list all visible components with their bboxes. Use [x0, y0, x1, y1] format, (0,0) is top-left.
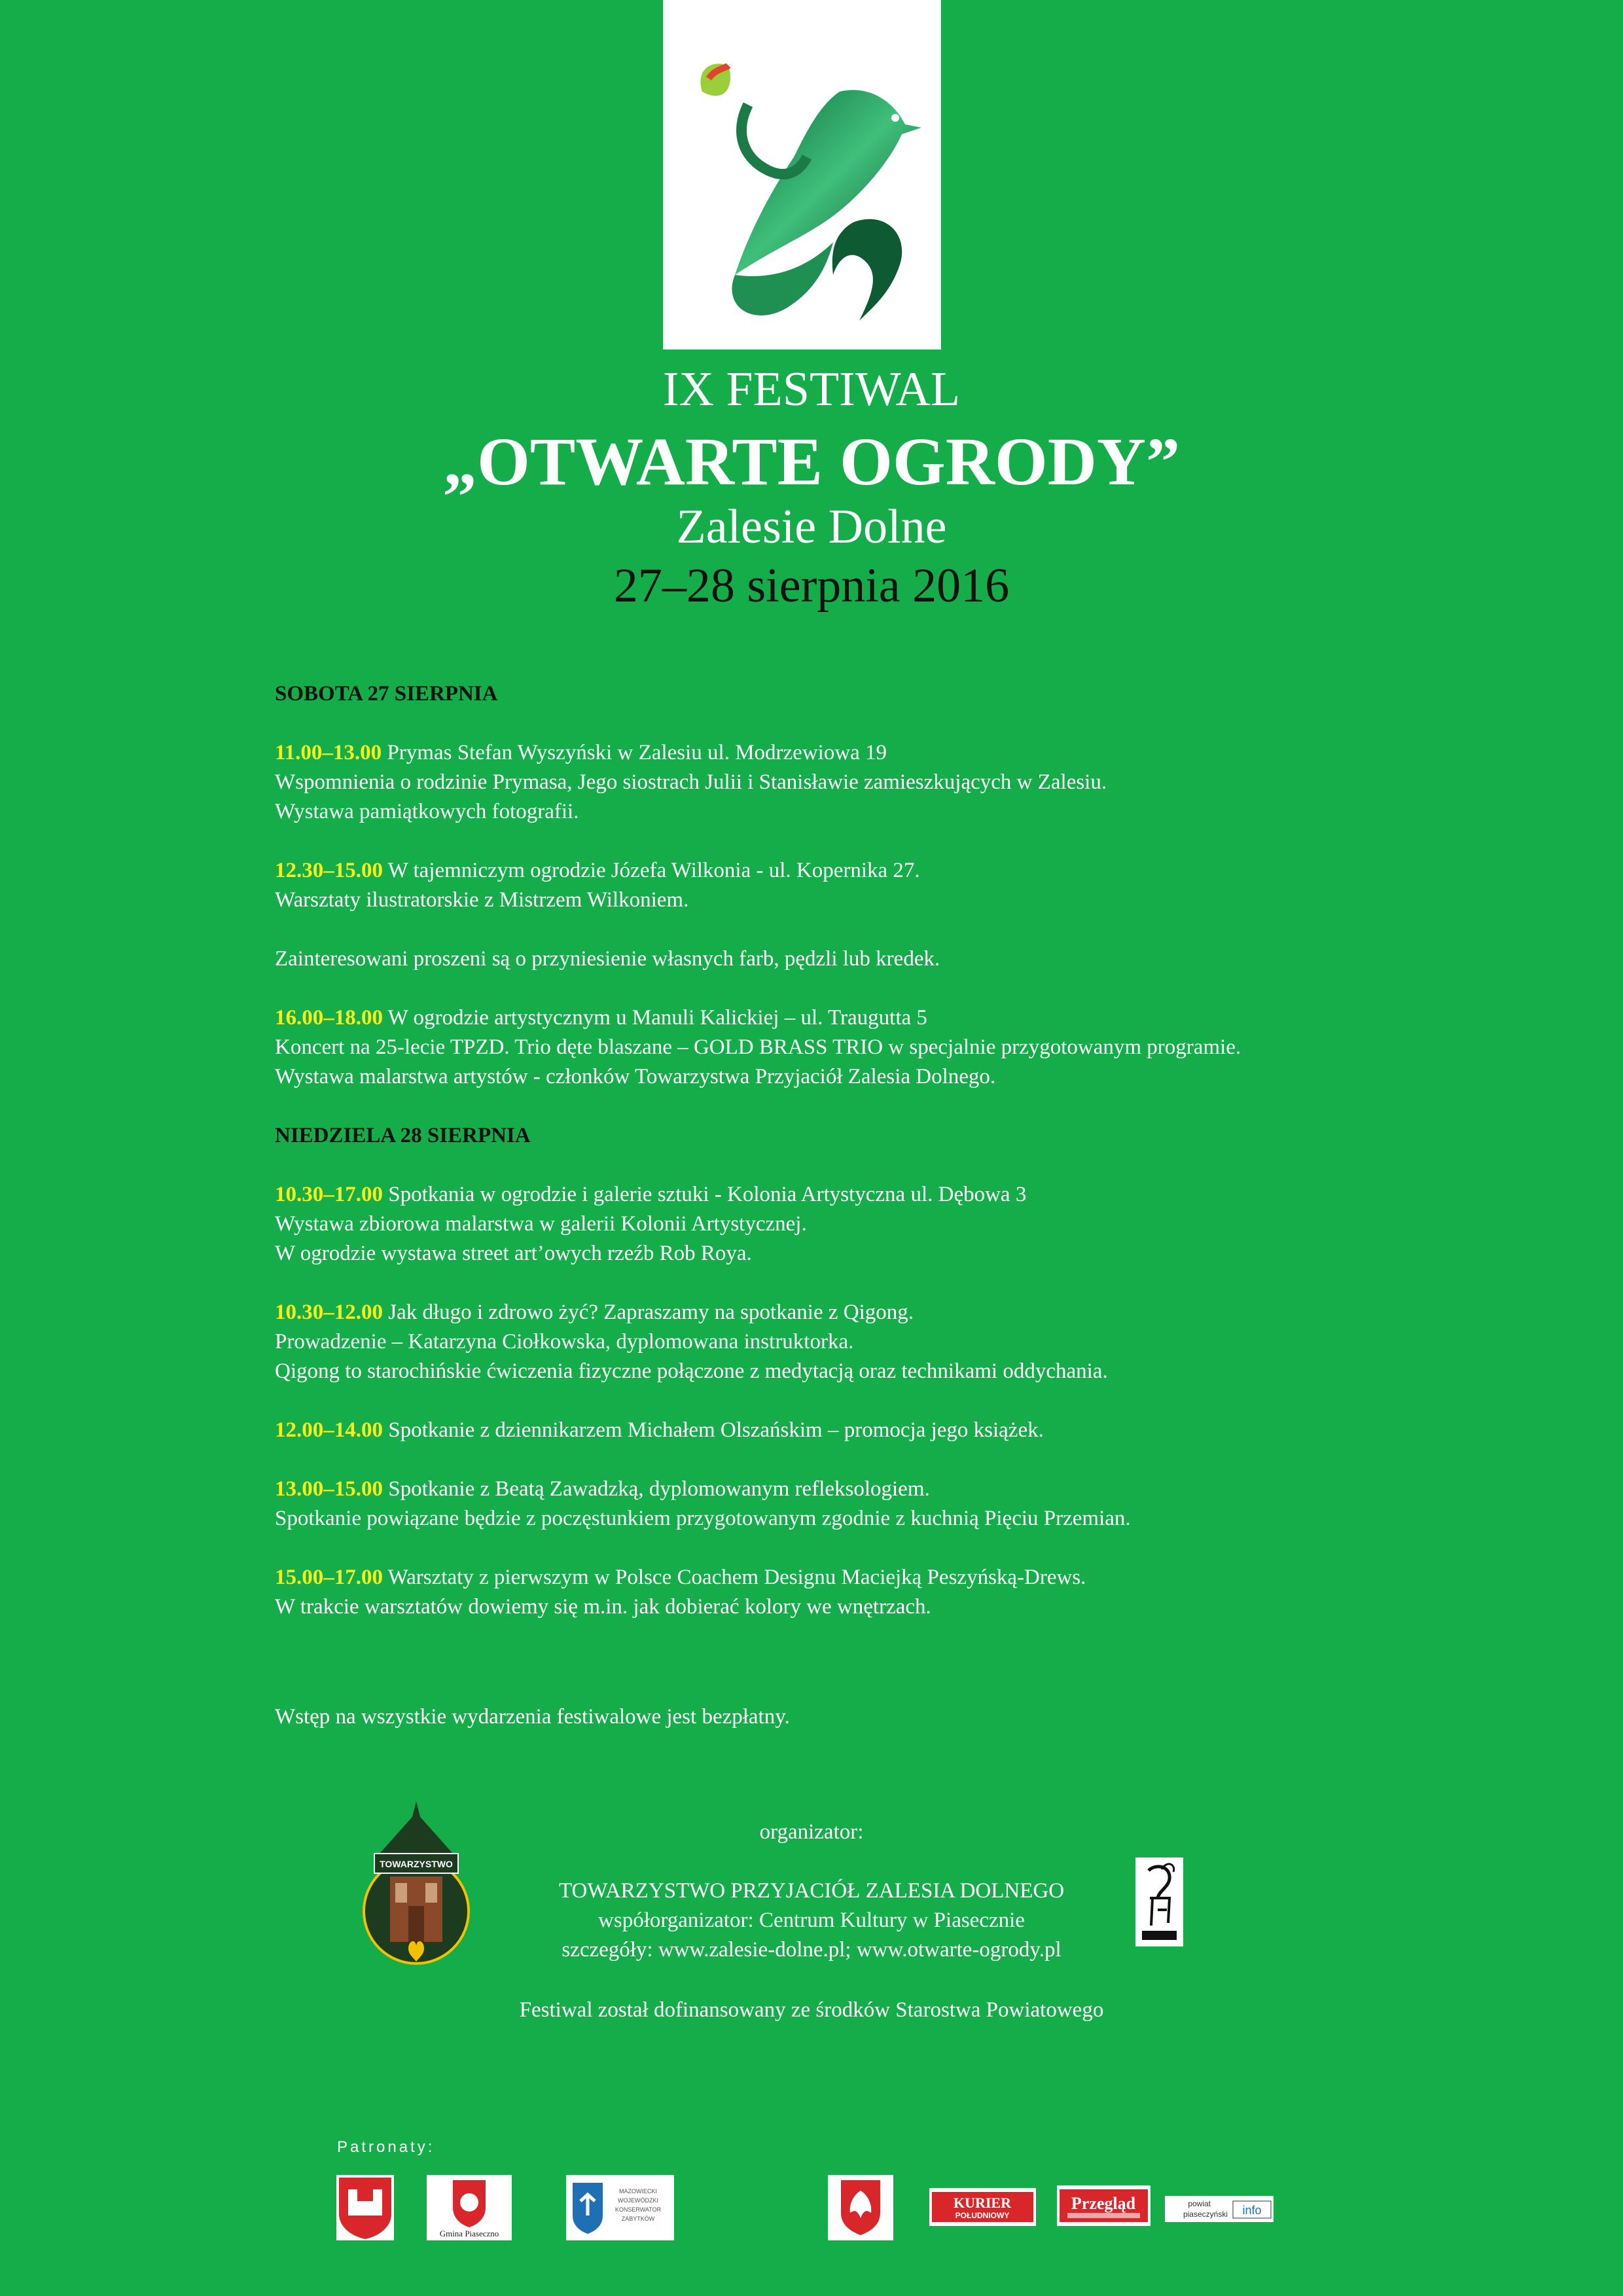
- day-heading: NIEDZIELA 28 SIERPNIA: [275, 1124, 531, 1147]
- event-time: 15.00–17.00: [275, 1566, 383, 1589]
- event-line: Spotkanie z Beatą Zawadzką, dyplomowanym refleksologiem.: [388, 1477, 930, 1501]
- event-line: W trakcie warsztatów dowiemy się m.in. jak dobierać kolory we wnętrzach.: [275, 1595, 931, 1619]
- event-line: Koncert na 25-lecie TPZD. Trio dęte blaszane – GOLD BRASS TRIO w specjalnie przygotowanym programie.: [275, 1035, 1241, 1059]
- day-heading: SOBOTA 27 SIERPNIA: [275, 682, 498, 706]
- event-time: 10.30–17.00: [275, 1183, 383, 1206]
- festival-edition: IX FESTIWAL: [662, 363, 961, 416]
- event-time: 12.00–14.00: [275, 1418, 383, 1442]
- festival-logo: [663, 0, 941, 350]
- event-line: Wspomnienia o rodzinie Prymasa, Jego siostrach Julii i Stanisławie zamieszkujących w Zalesiu.: [275, 770, 1107, 794]
- patron-text: Gmina Piaseczno: [439, 2229, 499, 2238]
- svg-text:KONSERWATOR: KONSERWATOR: [615, 2206, 662, 2213]
- program: [275, 679, 1427, 1753]
- event-line: Wystawa malarstwa artystów - członków Towarzystwa Przyjaciół Zalesia Dolnego.: [275, 1065, 996, 1088]
- festival-place: Zalesie Dolne: [676, 500, 947, 554]
- event-time: 16.00–18.00: [275, 1006, 383, 1030]
- event-line: W ogrodzie wystawa street art’owych rzeźb Rob Roya.: [275, 1242, 752, 1265]
- kurier-poludniowy-logo: [929, 2188, 1036, 2226]
- festival-title: „OTWARTE OGRODY”: [442, 424, 1181, 499]
- event-line: Warsztaty ilustratorskie z Mistrzem Wilkoniem.: [275, 888, 689, 912]
- event: [275, 1298, 1427, 1386]
- event-time: 13.00–15.00: [275, 1477, 383, 1501]
- svg-text:Przegląd: Przegląd: [1071, 2194, 1136, 2213]
- event: [275, 1416, 1427, 1445]
- svg-text:ZABYTKÓW: ZABYTKÓW: [621, 2215, 655, 2222]
- event-line: W tajemniczym ogrodzie Józefa Wilkonia - ul. Kopernika 27.: [387, 859, 920, 882]
- event-time: 12.30–15.00: [275, 859, 383, 882]
- details-links: szczegóły: www.zalesie-dolne.pl; www.otwarte-ogrody.pl: [562, 1938, 1061, 1962]
- event-time: 10.30–12.00: [275, 1300, 383, 1324]
- event-time: 11.00–13.00: [275, 741, 382, 764]
- event-note: [275, 944, 1427, 974]
- co-organizer: współorganizator: Centrum Kultury w Piasecznie: [598, 1909, 1025, 1932]
- event-line: Wystawa zbiorowa malarstwa w galerii Kolonii Artystycznej.: [275, 1212, 807, 1236]
- event-line: Spotkanie powiązane będzie z poczęstunkiem przygotowanym zgodnie z kuchnią Pięciu Przemian.: [275, 1507, 1131, 1530]
- event-line: Spotkania w ogrodzie i galerie sztuki - Kolonia Artystyczna ul. Dębowa 3: [388, 1183, 1027, 1206]
- svg-text:KURIER: KURIER: [953, 2195, 1012, 2211]
- bird-leaf-icon: [663, 0, 941, 350]
- event: [275, 856, 1427, 915]
- organizer-name: TOWARZYSTWO PRZYJACIÓŁ ZALESIA DOLNEGO: [558, 1879, 1065, 1903]
- event-line: Zainteresowani proszeni są o przyniesienie własnych farb, pędzli lub kredek.: [275, 947, 940, 971]
- event-line: Warsztaty z pierwszym w Polsce Coachem Designu Maciejką Peszyńską-Drews.: [387, 1566, 1086, 1589]
- svg-text:POŁUDNIOWY: POŁUDNIOWY: [955, 2211, 1010, 2220]
- svg-text:info: info: [1242, 2204, 1262, 2217]
- event: [275, 1475, 1427, 1534]
- festival-dates: 27–28 sierpnia 2016: [613, 559, 1010, 613]
- event: [275, 1180, 1427, 1268]
- event: [275, 738, 1427, 827]
- event-line: Jak długo i zdrowo żyć? Zapraszamy na spotkanie z Qigong.: [388, 1300, 914, 1324]
- funding-note: Festiwal został dofinansowany ze środków Starostwa Powiatowego: [519, 1998, 1104, 2022]
- powiat-piaseczynski-info-logo: [1165, 2196, 1274, 2222]
- event: [275, 1003, 1427, 1092]
- logo-text: TOWARZYSTWO: [380, 1859, 453, 1869]
- coat-of-arms-icon: [336, 2175, 394, 2240]
- svg-text:piaseczyński: piaseczyński: [1183, 2210, 1228, 2219]
- event-line: Spotkanie z dziennikarzem Michałem Olszańskim – promocja jego książek.: [388, 1418, 1044, 1442]
- mazowiecki-konserwator-icon: [566, 2175, 674, 2240]
- event: [275, 1563, 1427, 1622]
- organizer-label: organizator:: [759, 1820, 864, 1844]
- event-line: Wystawa pamiątkowych fotografii.: [275, 800, 579, 823]
- eagle-crest-icon: [828, 2175, 893, 2240]
- svg-text:powiat: powiat: [1188, 2199, 1211, 2208]
- svg-text:MAZOWIECKI: MAZOWIECKI: [619, 2188, 657, 2195]
- svg-text:WOJEWÓDZKI: WOJEWÓDZKI: [618, 2197, 658, 2204]
- event-line: W ogrodzie artystycznym u Manuli Kalickiej – ul. Traugutta 5: [387, 1006, 927, 1030]
- event-line: Qigong to starochińskie ćwiczenia fizyczne połączone z medytacją oraz technikami oddychania.: [275, 1359, 1108, 1383]
- patronage-label: Patronaty:: [337, 2138, 435, 2156]
- event-line: Prowadzenie – Katarzyna Ciołkowska, dyplomowana instruktorka.: [275, 1330, 854, 1354]
- gmina-piaseczno-crest-icon: [427, 2175, 512, 2240]
- przeglad-logo: [1057, 2185, 1150, 2226]
- admission-note: Wstęp na wszystkie wydarzenia festiwalowe jest bezpłatny.: [275, 1705, 790, 1729]
- event-line: Prymas Stefan Wyszyński w Zalesiu ul. Modrzewiowa 19: [387, 741, 887, 764]
